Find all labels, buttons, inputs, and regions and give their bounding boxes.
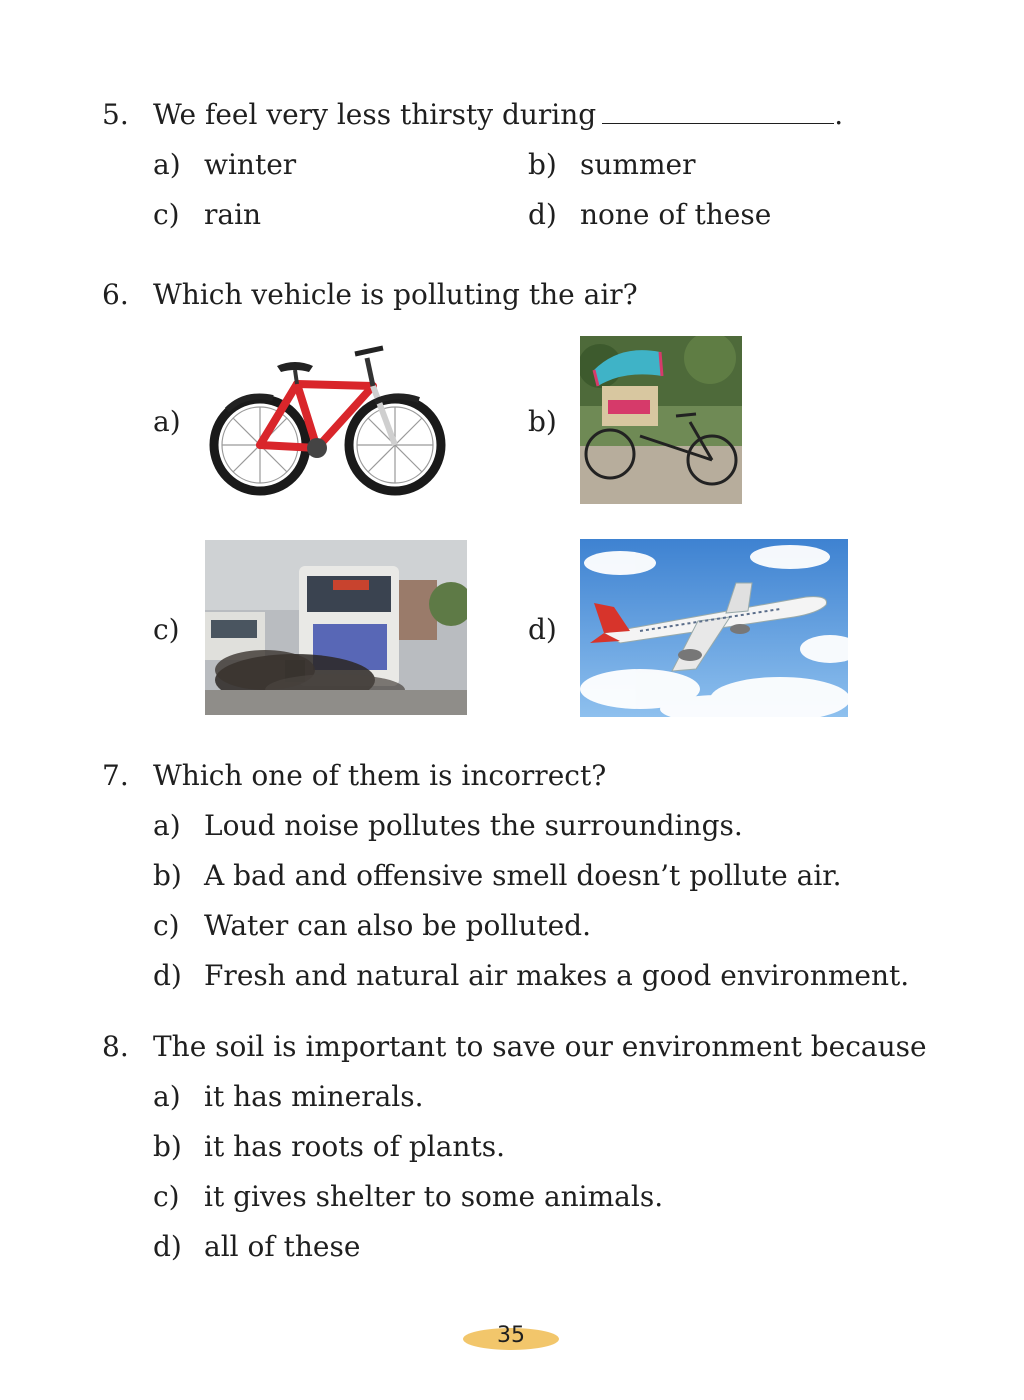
airplane-icon — [580, 539, 848, 717]
q6-option-b-letter: b) — [528, 405, 557, 438]
q5-option-d-text: none of these — [580, 198, 772, 231]
q6-option-a-letter: a) — [153, 405, 181, 438]
q7-option-c-text: Water can also be polluted. — [204, 909, 591, 942]
q6-text: Which vehicle is polluting the air? — [153, 278, 638, 311]
bicycle-icon — [205, 340, 449, 500]
q6-number: 6. — [102, 278, 129, 311]
q6-option-d-letter: d) — [528, 613, 557, 646]
q8-text: The soil is important to save our environment because — [153, 1030, 927, 1063]
q5-option-c-text: rain — [204, 198, 262, 231]
q7-option-b-text: A bad and offensive smell doesn’t pollute air. — [204, 859, 842, 892]
q7-text: Which one of them is incorrect? — [153, 759, 607, 792]
q5-text: We feel very less thirsty during . — [153, 98, 844, 131]
q7-option-c-letter: c) — [153, 909, 180, 942]
q8-option-b-letter: b) — [153, 1130, 182, 1163]
q7-option-a-letter: a) — [153, 809, 181, 842]
q8-option-d-letter: d) — [153, 1230, 182, 1263]
q8-option-c-text: it gives shelter to some animals. — [204, 1180, 664, 1213]
q8-option-a-letter: a) — [153, 1080, 181, 1113]
q8-option-c-letter: c) — [153, 1180, 180, 1213]
smoking-bus-icon — [205, 540, 467, 715]
q5-option-b-letter: b) — [528, 148, 557, 181]
q7-option-d-letter: d) — [153, 959, 182, 992]
q7-option-a-text: Loud noise pollutes the surroundings. — [204, 809, 743, 842]
q8-option-a-text: it has minerals. — [204, 1080, 424, 1113]
answer-blank — [602, 99, 834, 124]
q8-option-b-text: it has roots of plants. — [204, 1130, 505, 1163]
q8-number: 8. — [102, 1030, 129, 1063]
q5-option-d-letter: d) — [528, 198, 557, 231]
q5-option-a-text: winter — [204, 148, 297, 181]
q5-option-b-text: summer — [580, 148, 696, 181]
q7-option-d-text: Fresh and natural air makes a good environment. — [204, 959, 910, 992]
q6-option-c-letter: c) — [153, 613, 180, 646]
q5-option-a-letter: a) — [153, 148, 181, 181]
page-number: 35 — [497, 1323, 525, 1348]
q5-number: 5. — [102, 98, 129, 131]
q7-option-b-letter: b) — [153, 859, 182, 892]
q8-option-d-text: all of these — [204, 1230, 361, 1263]
q5-option-c-letter: c) — [153, 198, 180, 231]
cycle-rickshaw-icon — [580, 336, 742, 504]
q7-number: 7. — [102, 759, 129, 792]
